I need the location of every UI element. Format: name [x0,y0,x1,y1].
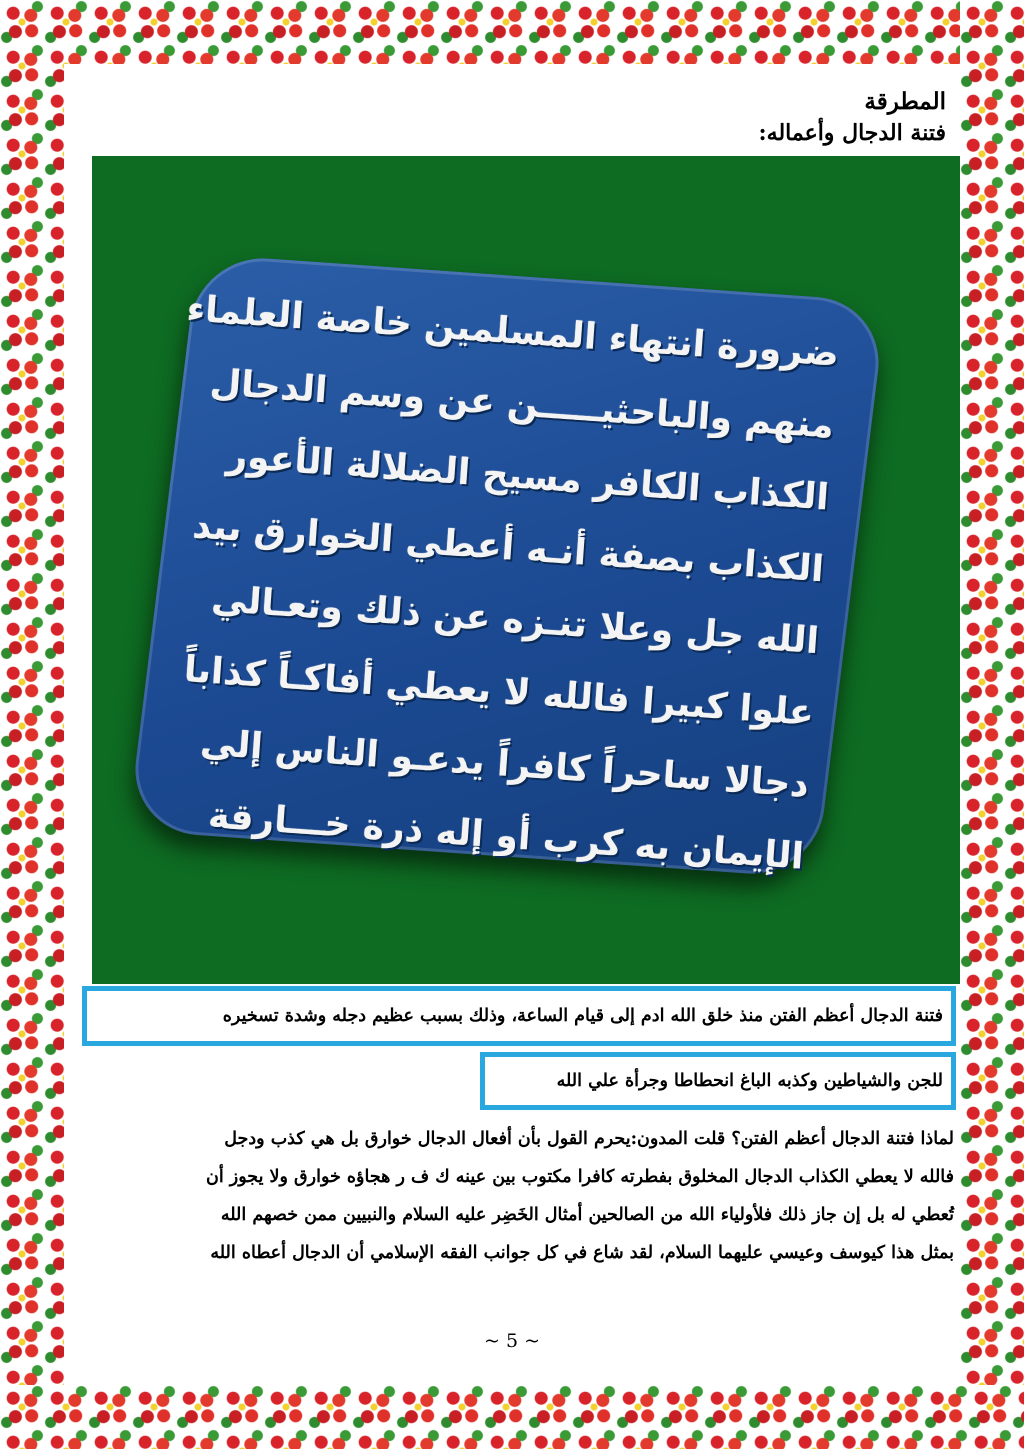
highlight-box-2 [480,1052,956,1110]
highlight-text-1: فتنة الدجال أعظم الفتن منذ خلق الله ادم إلى قيام الساعة، وذلك بسبب عظيم دجله وشدة تسخيره [222,1006,943,1026]
decorative-border-left [0,0,64,1449]
body-line: تُعطي له بل إن جاز ذلك فلأولياء الله من الصالحين أمثال الخَضِر عليه السلام والنبيين ممن خصهم الله [220,1205,954,1225]
quote-line: الإيمان به كرب أو إله ذرة خـــارقة [206,795,806,878]
decorative-border-right [960,0,1024,1449]
highlight-box-1 [82,986,956,1046]
quote-line: ضرورة انتهاء المسلمين خاصة العلماء [185,288,841,375]
quote-image [92,156,960,984]
section-heading: فتنة الدجال وأعماله: [758,120,946,146]
quote-line: الله جل وعلا تنـزه عن ذلك وتعـالي [210,578,821,663]
page-content [64,64,960,1385]
quote-line: الكذاب الكافر مسيح الضلالة الأعور [225,435,831,519]
body-line: لماذا فتنة الدجال أعظم الفتن؟ قلت المدون:يحرم القول بأن أفعال الدجال خوارق بل هي كذب ودجل [224,1129,954,1149]
decorative-border-bottom [0,1385,1024,1449]
highlight-text-2: للجن والشياطين وكذبه الباغ انحطاطا وجرأة علي الله [556,1071,943,1091]
quote-line: دجالا ساحراً كافراً يدعـو الناس إلي [199,722,811,806]
body-line: بمثل هذا كيوسف وعيسي عليهما السلام، لقد شاع في كل جوانب الفقه الإسلامي أن الدجال أعطاه الله [210,1243,954,1263]
body-paragraph [64,1120,954,1272]
decorative-border-top [0,0,1024,64]
page-number: ~ 5 ~ [483,1330,540,1352]
quote-line: الكذاب بصفة أنـه أعطي الخوارق بيد [191,505,826,591]
quote-line: علوا كبيرا فالله لا يعطي أفاكـاً كذاباً [182,649,816,735]
quote-card-text [163,274,842,893]
page-title: المطرقة [864,88,946,115]
quote-line: منهم والباحثيـــــن عن وسم الدجال [208,362,836,447]
body-line: فالله لا يعطي الكذاب الدجال المخلوق بفطرته كافرا مكتوب بين عينه ك ف ر هجاؤه خوارق ولا يجوز أن [205,1167,954,1187]
